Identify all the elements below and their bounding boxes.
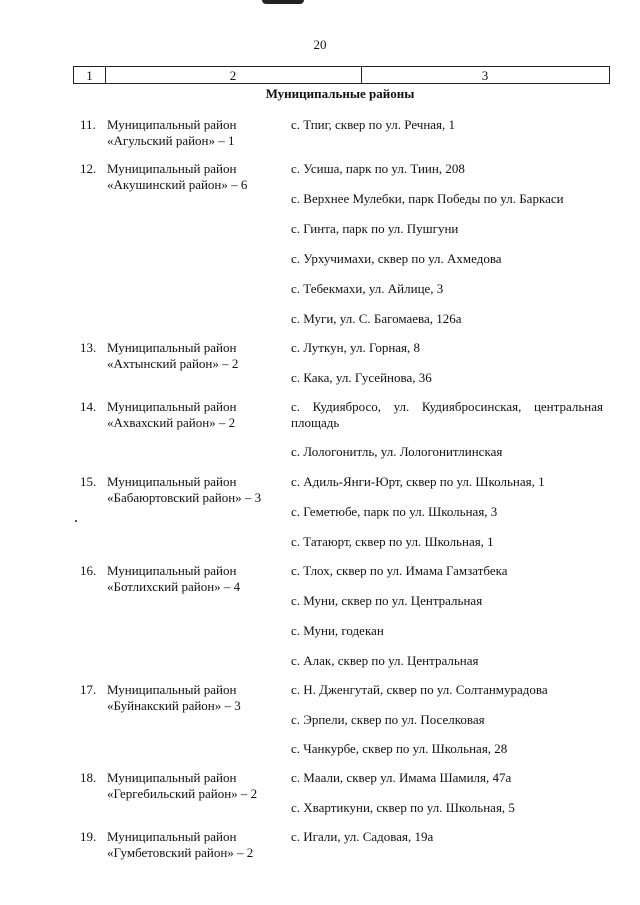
table-header-row [73,66,610,84]
location-item: с. Муни, годекан [291,623,384,638]
district-name-line2: «Буйнакский район» – 3 [107,698,241,713]
location-item: с. Муни, сквер по ул. Центральная [291,593,483,608]
location-item: с. Кака, ул. Гусейнова, 36 [291,370,432,385]
district-name-line2: «Ботлихский район» – 4 [107,579,241,594]
district-number: 18. [80,770,97,785]
district-name-line1: Муниципальный район [107,682,237,697]
location-item: с. Луткун, ул. Горная, 8 [291,340,421,355]
district-number: 19. [80,829,97,844]
column-2-header: 2 [105,67,362,83]
district-name-line2: «Гумбетовский район» – 2 [107,845,254,860]
district-name-line1: Муниципальный район [107,161,237,176]
location-item: с. Алак, сквер по ул. Центральная [291,653,479,668]
column-3-header: 3 [481,68,489,83]
location-item: с. Урхучимахи, сквер по ул. Ахмедова [291,251,502,266]
location-item: с. Игали, ул. Садовая, 19а [291,829,434,844]
district-name-line1: Муниципальный район [107,340,237,355]
location-item: с. Тпиг, сквер по ул. Речная, 1 [291,117,456,132]
location-item: с. Верхнее Мулебки, парк Победы по ул. Баркаси [291,191,564,206]
district-number: 11. [80,117,96,132]
location-item: с. Н. Дженгутай, сквер по ул. Солтанмурадова [291,682,548,697]
district-name [107,161,287,193]
location-item: с. Эрпели, сквер по ул. Поселковая [291,712,485,727]
location-item: с. Татаюрт, сквер по ул. Школьная, 1 [291,534,494,549]
location-item: с. Гинта, парк по ул. Пушгуни [291,221,459,236]
district-name-line2: «Ахвахский район» – 2 [107,415,236,430]
district-name-line1: Муниципальный район [107,474,237,489]
location-item: с. Тлох, сквер по ул. Имама Гамзатбека [291,563,508,578]
district-number: 12. [80,161,97,176]
district-number: 13. [80,340,97,355]
location-item: с. Лологонитль, ул. Лологонитлинская [291,444,503,459]
district-number: 15. [80,474,97,489]
district-name-line2: «Агульский район» – 1 [107,133,235,148]
district-name-line1: Муниципальный район [107,399,237,414]
location-item: с. Усиша, парк по ул. Тиин, 208 [291,161,465,176]
district-name-line2: «Акушинский район» – 6 [107,177,248,192]
district-name-line2: «Гергебильский район» – 2 [107,786,258,801]
district-name-line1: Муниципальный район [107,829,237,844]
district-name [107,340,287,372]
district-name [107,682,287,714]
column-1-header: 1 [74,67,106,83]
district-name [107,399,287,431]
district-name-line1: Муниципальный район [107,770,237,785]
page-number: 20 [313,37,327,52]
district-name [107,474,287,506]
location-item: с. Тебекмахи, ул. Айлице, 3 [291,281,444,296]
district-name-line2: «Ахтынский район» – 2 [107,356,239,371]
location-item: с. Адиль-Янги-Юрт, сквер по ул. Школьная, 1 [291,474,545,489]
section-title: Муниципальные районы [265,86,415,101]
district-name-line1: Муниципальный район [107,117,237,132]
location-item: с. Хвартикуни, сквер по ул. Школьная, 5 [291,800,515,815]
location-item: с. Маали, сквер ул. Имама Шамиля, 47а [291,770,512,785]
district-name [107,770,287,802]
location-item: с. Кудиябросо, ул. Кудиябросинская, центральная площадь [291,399,603,430]
district-name [107,563,287,595]
location-item: с. Муги, ул. С. Багомаева, 126а [291,311,462,326]
district-number: 14. [80,399,97,414]
district-name [107,829,287,861]
scan-speck [75,520,77,522]
location-item: с. Чанкурбе, сквер по ул. Школьная, 28 [291,741,508,756]
location-item: с. Геметюбе, парк по ул. Школьная, 3 [291,504,498,519]
district-number: 16. [80,563,97,578]
scan-artifact [262,0,304,4]
district-name-line1: Муниципальный район [107,563,237,578]
district-name [107,117,287,149]
district-name-line2: «Бабаюртовский район» – 3 [107,490,262,505]
district-number: 17. [80,682,97,697]
